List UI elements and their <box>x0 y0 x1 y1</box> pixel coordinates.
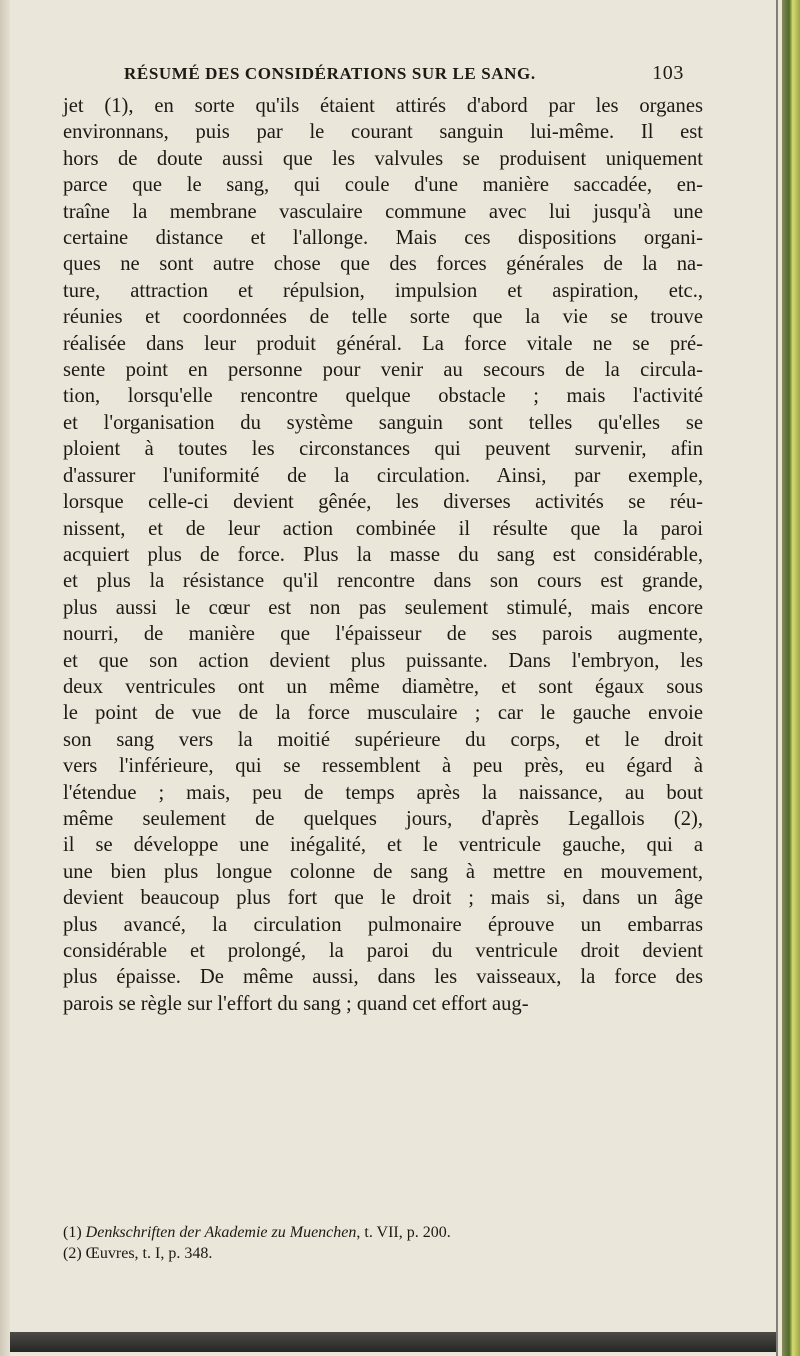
page-edge-binding <box>782 0 800 1356</box>
text-line: devient beaucoup plus fort que le droit ; mais si, dans un âge <box>63 887 703 910</box>
text-line: ploient à toutes les circonstances qui peuvent survenir, afin <box>63 438 703 461</box>
text-line: plus épaisse. De même aussi, dans les vaisseaux, la force des <box>63 966 703 989</box>
text-line: environnans, puis par le courant sanguin lui-même. Il est <box>63 121 703 144</box>
text-line: nissent, et de leur action combinée il résulte que la paroi <box>63 517 703 540</box>
footnote-marker: (2) <box>63 1245 86 1262</box>
footnote-detail: , t. VII, p. 200. <box>356 1224 451 1241</box>
text-line: l'étendue ; mais, peu de temps après la naissance, au bout <box>63 781 703 804</box>
footnotes <box>63 1222 703 1264</box>
page-edge-line <box>776 0 778 1356</box>
text-line: lorsque celle-ci devient gênée, les diverses activités se réu- <box>63 491 703 514</box>
footnote-source: Œuvres <box>85 1245 135 1262</box>
footnote-marker: (1) <box>63 1224 86 1241</box>
body-text <box>63 93 703 1017</box>
text-line: ques ne sont autre chose que des forces générales de la na- <box>63 253 703 276</box>
text-line: son sang vers la moitié supérieure du corps, et le droit <box>63 728 703 751</box>
page-number: 103 <box>652 62 684 84</box>
text-line: sente point en personne pour venir au secours de la circula- <box>63 359 703 382</box>
text-line: tion, lorsqu'elle rencontre quelque obstacle ; mais l'activité <box>63 385 703 408</box>
text-line: réunies et coordonnées de telle sorte que la vie se trouve <box>63 306 703 329</box>
text-line: nourri, de manière que l'épaisseur de ses parois augmente, <box>63 623 703 646</box>
text-line: parce que le sang, qui coule d'une manière saccadée, en- <box>63 174 703 197</box>
text-line: et plus la résistance qu'il rencontre dans son cours est grande, <box>63 570 703 593</box>
text-line: hors de doute aussi que les valvules se produisent uniquement <box>63 147 703 170</box>
text-line: le point de vue de la force musculaire ; car le gauche envoie <box>63 702 703 725</box>
book-gutter <box>0 0 10 1356</box>
footnote-2 <box>63 1243 703 1264</box>
text-line: certaine distance et l'allonge. Mais ces dispositions organi- <box>63 227 703 250</box>
text-line: il se développe une inégalité, et le ventricule gauche, qui a <box>63 834 703 857</box>
footnote-source: Denkschriften der Akademie zu Muenchen <box>85 1224 357 1241</box>
text-line: acquiert plus de force. Plus la masse du sang est considérable, <box>63 543 703 566</box>
text-line: une bien plus longue colonne de sang à mettre en mouvement, <box>63 860 703 883</box>
text-line: considérable et prolongé, la paroi du ventricule droit devient <box>63 940 703 962</box>
text-line: deux ventricules ont un même diamètre, et sont égaux sous <box>63 675 703 698</box>
footnote-detail: , t. I, p. 348. <box>134 1245 213 1262</box>
footnote-1 <box>63 1222 703 1243</box>
running-head <box>124 62 684 85</box>
text-line: et l'organisation du système sanguin sont telles qu'elles se <box>63 411 703 434</box>
text-line: et que son action devient plus puissante. Dans l'embryon, les <box>63 649 703 672</box>
text-line: réalisée dans leur produit général. La force vitale ne se pré- <box>63 332 703 355</box>
text-line: même seulement de quelques jours, d'après Legallois (2), <box>63 807 703 830</box>
text-line: plus aussi le cœur est non pas seulement stimulé, mais encore <box>63 596 703 619</box>
scan-bottom-edge <box>10 1332 776 1352</box>
running-title: RÉSUMÉ DES CONSIDÉRATIONS SUR LE SANG. <box>124 64 536 83</box>
text-line: traîne la membrane vasculaire commune avec lui jusqu'à une <box>63 200 703 223</box>
text-line: plus avancé, la circulation pulmonaire éprouve un embarras <box>63 913 703 936</box>
text-line: jet (1), en sorte qu'ils étaient attirés d'abord par les organes <box>63 95 703 117</box>
text-line: ture, attraction et répulsion, impulsion et aspiration, etc., <box>63 279 703 302</box>
text-line: d'assurer l'uniformité de la circulation. Ainsi, par exemple, <box>63 464 703 487</box>
text-line: vers l'inférieure, qui se ressemblent à peu près, eu égard à <box>63 755 703 778</box>
text-line: parois se règle sur l'effort du sang ; quand cet effort aug- <box>63 992 529 1015</box>
